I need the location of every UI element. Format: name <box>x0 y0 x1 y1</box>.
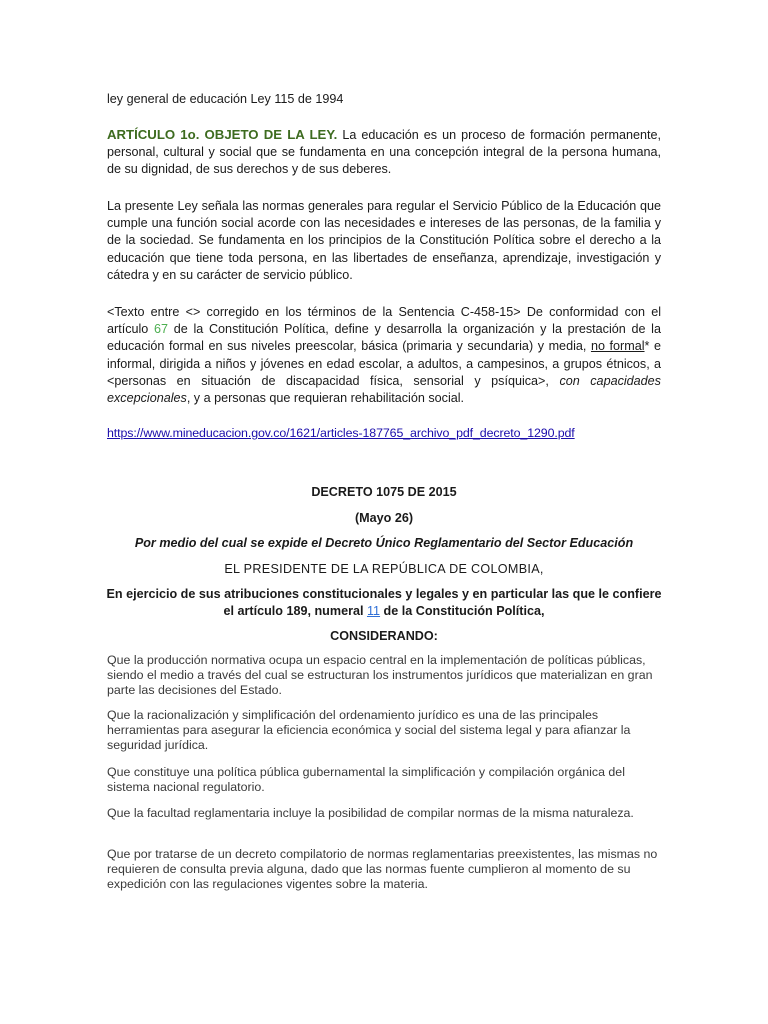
article-1-paragraph <box>107 126 661 179</box>
decreto-subtitle: Por medio del cual se expide el Decreto Único Reglamentario del Sector Educación <box>134 536 634 550</box>
paragraph-text: de la Constitución Política, define y desarrolla la organización y la prestación de la educación formal en sus niveles preescolar, básica (primaria y secundaria) y media, <box>107 322 661 354</box>
consideration-item: Que la racionalización y simplificación del ordenamiento jurídico es una de las principales herramientas para asegurar la eficiencia económica y social del sistema legal y para afianzar la seguridad jurídica. <box>107 708 631 753</box>
exercise-text: de la Constitución Política, <box>380 604 545 619</box>
exercise-text: En ejercicio de sus atribuciones constitucionales y legales y en particular las que le confiere el artículo 189, numeral <box>106 587 662 619</box>
italic-text: con capacidades excepcionales <box>107 373 661 406</box>
article-title: ARTÍCULO 1o. OBJETO DE LA LEY. <box>107 127 338 142</box>
consideration-item: Que la facultad reglamentaria incluye la posibilidad de compilar normas de la misma naturaleza. <box>107 806 634 820</box>
article-text: La educación es un proceso de formación permanente, personal, cultural y social que se fundamenta en una concepción integral de la persona humana, de su dignidad, de sus derechos y de sus deberes. <box>107 128 661 177</box>
decree-pdf-link[interactable]: https://www.mineducacion.gov.co/1621/articles-187765_archivo_pdf_decreto_1290.pdf <box>107 426 575 440</box>
document-heading: ley general de educación Ley 115 de 1994 <box>107 92 344 106</box>
paragraph-text: <Texto entre <> corregido en los términos de la Sentencia C-458-15> De conformidad con el artículo <box>107 305 661 337</box>
no-formal-link[interactable]: no formal <box>590 339 645 354</box>
article-67-link[interactable]: 67 <box>154 322 169 337</box>
law-scope-paragraph: La presente Ley señala las normas generales para regular el Servicio Público de la Educación que cumple una función social acorde con las necesidades e intereses de las personas, de la familia y de la sociedad. Se fundamenta en los principios de la Constitución Política sobre el derecho a la educación que tiene toda persona, en las libertades de enseñanza, aprendizaje, investigación y cátedra y en su carácter de servicio público. <box>107 199 661 282</box>
numeral-11-link[interactable]: 11 <box>366 604 381 619</box>
decreto-date: (Mayo 26) <box>354 511 414 525</box>
consideration-item: Que constituye una política pública gubernamental la simplificación y compilación orgánica del sistema nacional regulatorio. <box>107 765 625 795</box>
consideration-item: Que la producción normativa ocupa un espacio central en la implementación de políticas públicas, siendo el medio a través del cual se estructuran los instrumentos jurídicos que materializan en gran parte las decisiones del Estado. <box>107 653 653 698</box>
correction-paragraph <box>107 304 661 407</box>
paragraph-text: , y a personas que requieran rehabilitación social. <box>186 391 465 406</box>
president-line: EL PRESIDENTE DE LA REPÚBLICA DE COLOMBIA, <box>224 562 544 576</box>
paragraph-text: * e informal, dirigida a niños y jóvenes en edad escolar, a adultos, a campesinos, a grupos étnicos, a <personas en situación de discapacidad física, sensorial y psíquica>, <box>107 339 662 388</box>
exercise-paragraph <box>100 586 668 620</box>
decreto-title: DECRETO 1075 DE 2015 <box>311 485 457 499</box>
considerando-heading: CONSIDERANDO: <box>330 629 438 643</box>
consideration-item: Que por tratarse de un decreto compilatorio de normas reglamentarias preexistentes, las mismas no requieren de consulta previa alguna, dado que las normas fuente cumplieron al momento de su expedición con las regulaciones vigentes sobre la materia. <box>107 847 658 892</box>
